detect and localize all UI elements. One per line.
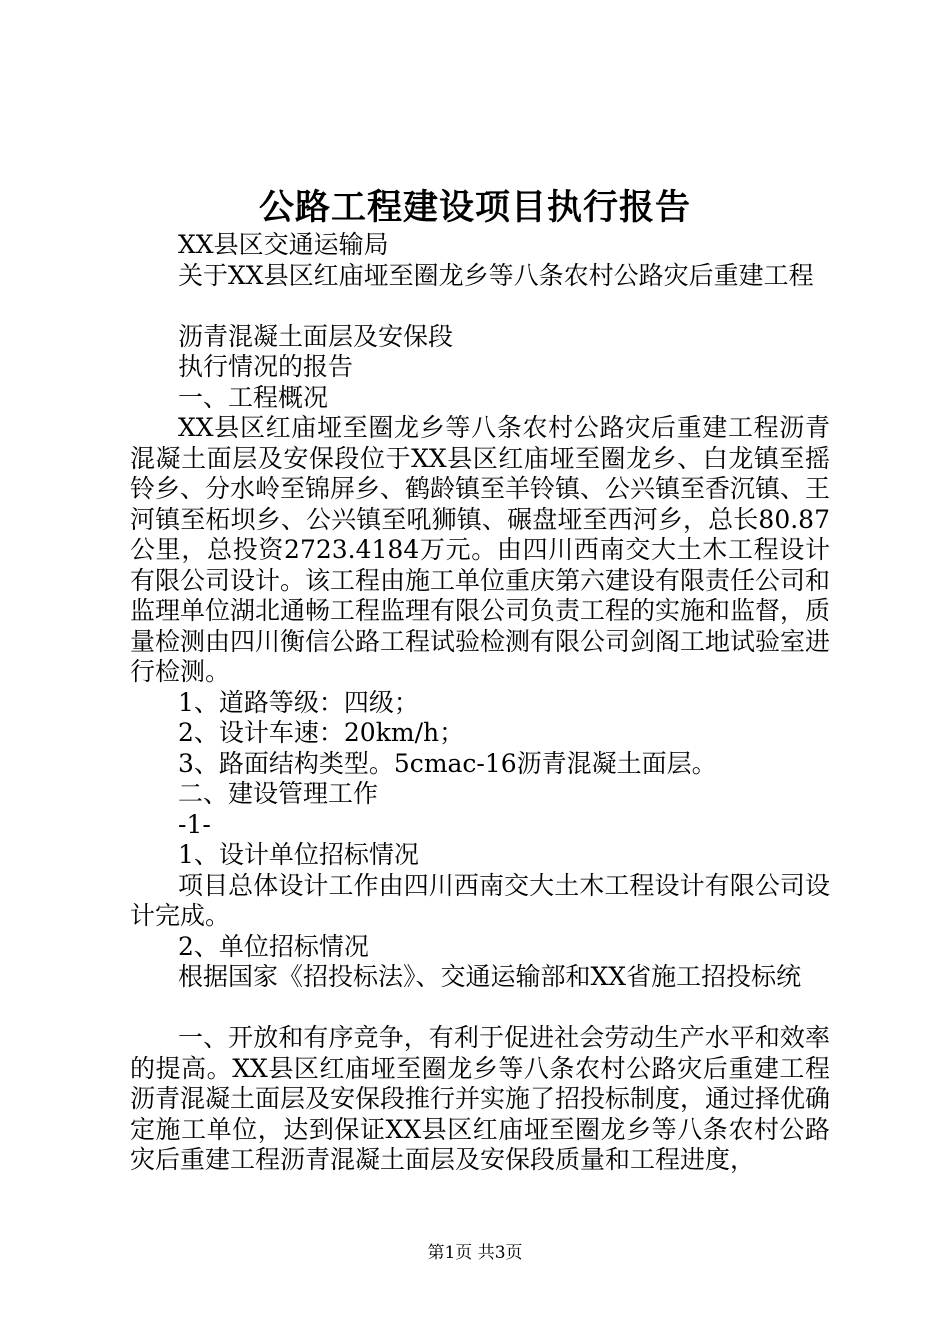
- blank-line: [130, 993, 830, 1024]
- section-1-heading: 一、工程概况: [178, 382, 329, 412]
- document-body: [130, 230, 830, 1176]
- bidding-paragraph: 一、开放和有序竞争，有利于促进社会劳动生产水平和效率的提高。XX县区红庙垭至圈龙乡等八条农村公路灾后重建工程沥青混凝土面层及安保段推行并实施了招投标制度，通过择优确定施工单位，达到保证XX县区红庙垭至圈龙乡等八条农村公路灾后重建工程沥青混凝土面层及安保段质量和工程进度，: [130, 1023, 831, 1174]
- project-overview-paragraph: XX县区红庙垭至圈龙乡等八条农村公路灾后重建工程沥青混凝土面层及安保段位于XX县区红庙垭至圈龙乡、白龙镇至摇铃乡、分水岭至锦屏乡、鹤龄镇至羊铃镇、公兴镇至香沉镇、王河镇至柘坝乡、公兴镇至吼狮镇、碾盘垭至西河乡，总长80.87公里，总投资2723.4184万元。由四川西南交大土木工程设计有限公司设计。该工程由施工单位重庆第六建设有限责任公司和监理单位湖北通畅工程监理有限公司负责工程的实施和监督，质量检测由四川衡信公路工程试验检测有限公司剑阁工地试验室进行检测。: [130, 413, 831, 686]
- subsection-2-heading: 2、单位招标情况: [178, 931, 369, 961]
- page-marker: -1-: [178, 809, 211, 839]
- subject-line-2: 沥青混凝土面层及安保段: [178, 321, 454, 351]
- issuer-line: XX县区交通运输局: [178, 230, 389, 259]
- page-title: 公路工程建设项目执行报告: [258, 187, 691, 228]
- subject-line-1: 关于XX县区红庙垭至圈龙乡等八条农村公路灾后重建工程: [178, 260, 814, 290]
- bidding-law-line: 根据国家《招投标法》、交通运输部和XX省施工招投标统: [178, 962, 802, 991]
- list-item-design-speed: 2、设计车速：20km/h；: [178, 718, 465, 747]
- list-item-pavement-type: 3、路面结构类型。5cmac-16沥青混凝土面层。: [178, 748, 717, 778]
- subsection-1-heading: 1、设计单位招标情况: [178, 840, 419, 869]
- subject-line-3: 执行情况的报告: [178, 352, 354, 381]
- list-item-road-grade: 1、道路等级：四级；: [178, 687, 419, 717]
- design-paragraph: 项目总体设计工作由四川西南交大土木工程设计有限公司设计完成。: [130, 870, 830, 930]
- page-footer: 第1页 共3页: [427, 1243, 523, 1263]
- section-2-heading: 二、建设管理工作: [178, 779, 379, 808]
- blank-line: [130, 291, 830, 322]
